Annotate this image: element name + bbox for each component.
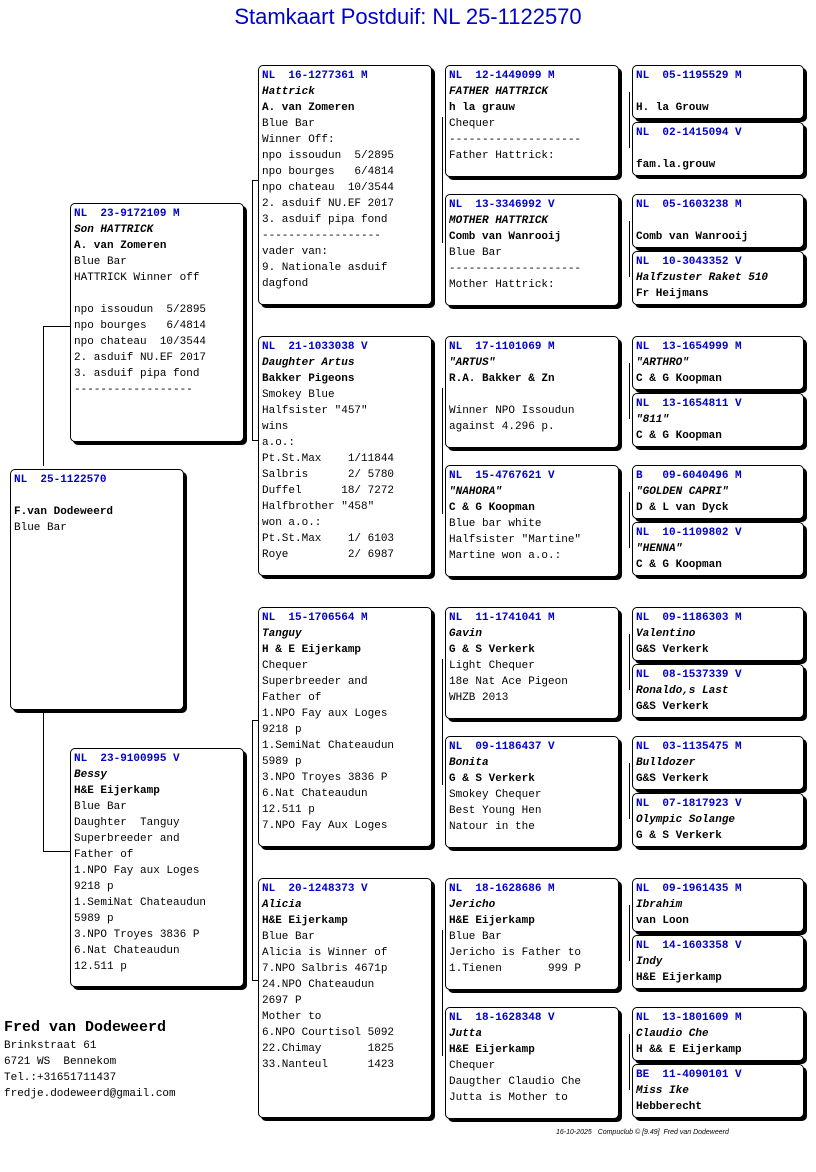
ring-number: NL 13-3346992 V <box>449 199 555 211</box>
info-line: Martine won a.o.: <box>449 550 562 562</box>
info-line: 9218 p <box>74 881 114 893</box>
pigeon-card-g16 <box>632 1064 804 1118</box>
breeder-name: H&E Eijerkamp <box>449 915 535 927</box>
pigeon-name: "NAHORA" <box>449 486 502 498</box>
info-line: Daugther Claudio Che <box>449 1076 582 1088</box>
info-line: 3.NPO Troyes 3836 P <box>74 929 200 941</box>
breeder-name: G & S Verkerk <box>449 773 535 785</box>
info-line: 1.Tienen 999 P <box>449 963 582 975</box>
connector-line <box>43 326 70 327</box>
info-line: 7.NPO Salbris 4671p <box>262 963 388 975</box>
pigeon-name: Bulldozer <box>636 757 696 769</box>
breeder-name: van Loon <box>636 915 689 927</box>
owner-email: fredje.dodeweerd@gmail.com <box>4 1088 176 1100</box>
info-line: 6.Nat Chateaudun <box>74 945 180 957</box>
pigeon-name: Claudio Che <box>636 1028 709 1040</box>
connector-line <box>43 326 44 466</box>
info-line <box>636 84 800 100</box>
info-line: ------------------ <box>262 230 381 242</box>
info-line: Pt.St.Max 1/ 6103 <box>262 533 395 545</box>
pigeon-card-dss <box>445 607 619 719</box>
info-line: Blue Bar <box>449 247 502 259</box>
connector-line <box>629 1034 630 1090</box>
breeder-name: H & E Eijerkamp <box>262 644 362 656</box>
pigeon-card-g10 <box>632 664 804 718</box>
pigeon-name: "ARTHRO" <box>636 357 689 369</box>
ring-number: NL 08-1537339 V <box>636 669 742 681</box>
owner-name: Fred van Dodeweerd <box>4 1019 167 1036</box>
breeder-name: H&E Eijerkamp <box>74 785 160 797</box>
connector-line <box>43 712 44 852</box>
ring-number: BE 11-4090101 V <box>636 1069 742 1081</box>
pigeon-name: Bonita <box>449 757 489 769</box>
ring-number: NL 18-1628348 V <box>449 1012 555 1024</box>
info-line: dagfond <box>262 278 309 290</box>
info-line: 12.511 p <box>262 804 315 816</box>
ring-number: NL 11-1741041 M <box>449 612 555 624</box>
ring-number: NL 18-1628686 M <box>449 883 555 895</box>
connector-line <box>629 634 630 690</box>
pigeon-card-g8 <box>632 522 804 576</box>
pigeon-card-dd <box>258 878 432 1118</box>
info-line <box>636 213 800 229</box>
info-line: Father of <box>262 692 322 704</box>
pigeon-card-ssd <box>445 194 619 306</box>
info-line: 33.Nanteul 1423 <box>262 1059 395 1071</box>
pigeon-name: Daughter Artus <box>262 357 355 369</box>
breeder-name: H&E Eijerkamp <box>262 915 348 927</box>
pigeon-name: Tanguy <box>262 628 302 640</box>
pigeon-name: "811" <box>636 414 670 426</box>
ring-number: NL 13-1654999 M <box>636 341 742 353</box>
info-line: Blue Bar <box>262 931 315 943</box>
info-line: 9. Nationale asduif <box>262 262 388 274</box>
info-line: 7.NPO Fay Aux Loges <box>262 820 388 832</box>
info-line: Duffel 18/ 7272 <box>262 485 395 497</box>
pigeon-name: "ARTUS" <box>449 357 496 369</box>
ring-number: NL 15-4767621 V <box>449 470 555 482</box>
pigeon-card-g6 <box>632 393 804 447</box>
info-line: 3. asduif pipa fond <box>74 368 200 380</box>
ring-number: NL 09-1961435 M <box>636 883 742 895</box>
owner-info <box>4 1018 176 1102</box>
pigeon-name: Son HATTRICK <box>74 224 154 236</box>
breeder-name: C & G Koopman <box>636 559 722 571</box>
breeder-name: H. la Grouw <box>636 102 709 114</box>
breeder-name: R.A. Bakker & Zn <box>449 373 555 385</box>
breeder-name: F.van Dodeweerd <box>14 506 114 518</box>
info-line: Blue Bar <box>262 118 315 130</box>
pigeon-name: Jericho <box>449 899 496 911</box>
ring-number: B 09-6040496 M <box>636 470 742 482</box>
info-line: Alicia is Winner of <box>262 947 388 959</box>
ring-number: NL 02-1415094 V <box>636 127 742 139</box>
owner-city: 6721 WS Bennekom <box>4 1056 117 1068</box>
ring-number: NL 20-1248373 V <box>262 883 368 895</box>
info-line: npo issoudun 5/2895 <box>74 304 207 316</box>
pigeon-name: Gavin <box>449 628 483 640</box>
info-line: Superbreeder and <box>74 833 180 845</box>
info-line: vader van: <box>262 246 329 258</box>
page-title: Stamkaart Postduif: NL 25-1122570 <box>234 4 582 29</box>
pigeon-card-subject <box>10 469 184 710</box>
info-line: -------------------- <box>449 263 582 275</box>
pigeon-card-g7 <box>632 465 804 519</box>
breeder-name: G&S Verkerk <box>636 644 709 656</box>
info-line <box>636 141 800 157</box>
pigeon-card-sdd <box>445 465 619 577</box>
pigeon-card-dsd <box>445 736 619 848</box>
ring-number: NL 09-1186437 V <box>449 741 555 753</box>
ring-number: NL 10-3043352 V <box>636 256 742 268</box>
pigeon-card-sire <box>70 203 244 442</box>
connector-line <box>629 363 630 419</box>
connector-line <box>442 659 443 785</box>
connector-line <box>43 851 70 852</box>
info-line: Salbris 2/ 5780 <box>262 469 395 481</box>
connector-line <box>442 117 443 243</box>
connector-line <box>629 221 630 277</box>
info-line: 5989 p <box>262 756 302 768</box>
ring-number: NL 07-1817923 V <box>636 798 742 810</box>
info-line: 6.NPO Courtisol 5092 <box>262 1027 395 1039</box>
info-line: Roye 2/ 6987 <box>262 549 395 561</box>
pigeon-name: FATHER HATTRICK <box>449 86 549 98</box>
ring-number: NL 21-1033038 V <box>262 341 368 353</box>
pigeon-name: Olympic Solange <box>636 814 736 826</box>
connector-line <box>629 905 630 961</box>
info-line: Jericho is Father to <box>449 947 582 959</box>
info-line: Mother Hattrick: <box>449 279 555 291</box>
info-line: 6.Nat Chateaudun <box>262 788 368 800</box>
info-line: Smokey Blue <box>262 389 335 401</box>
info-line: 3.NPO Troyes 3836 P <box>262 772 388 784</box>
pigeon-card-g3 <box>632 194 804 248</box>
info-line: 24.NPO Chateaudun <box>262 979 375 991</box>
connector-line <box>252 720 253 980</box>
breeder-name: Comb van Wanrooij <box>636 231 749 243</box>
info-line: npo bourges 6/4814 <box>74 320 207 332</box>
info-line: Halfbrother "458" <box>262 501 375 513</box>
connector-line <box>629 492 630 548</box>
ring-number: NL 05-1603238 M <box>636 199 742 211</box>
pigeon-name: Halfzuster Raket 510 <box>636 272 769 284</box>
ring-number: NL 10-1109802 V <box>636 527 742 539</box>
breeder-name: H && E Eijerkamp <box>636 1044 742 1056</box>
ring-number: NL 17-1101069 M <box>449 341 555 353</box>
pigeon-name: Bessy <box>74 769 108 781</box>
info-line: -------------------- <box>449 134 582 146</box>
connector-line <box>629 92 630 148</box>
pigeon-card-sss <box>445 65 619 177</box>
info-line: npo bourges 6/4814 <box>262 166 395 178</box>
pigeon-card-g9 <box>632 607 804 661</box>
breeder-name: G & S Verkerk <box>449 644 535 656</box>
info-line: Pt.St.Max 1/11844 <box>262 453 395 465</box>
info-line: 1.NPO Fay aux Loges <box>74 865 200 877</box>
ring-number: NL 23-9172109 M <box>74 208 180 220</box>
info-line: 22.Chimay 1825 <box>262 1043 395 1055</box>
info-line: Superbreeder and <box>262 676 368 688</box>
breeder-name: H&E Eijerkamp <box>636 972 722 984</box>
pigeon-name: Jutta <box>449 1028 483 1040</box>
connector-line <box>629 763 630 819</box>
info-line: npo chateau 10/3544 <box>262 182 395 194</box>
info-line <box>74 286 240 302</box>
ring-number: NL 03-1135475 M <box>636 741 742 753</box>
connector-line <box>442 930 443 1056</box>
pigeon-card-ds <box>258 607 432 847</box>
ring-number: NL 13-1801609 M <box>636 1012 742 1024</box>
ring-number: NL 16-1277361 M <box>262 70 368 82</box>
info-line: Chequer <box>449 118 496 130</box>
pigeon-name: "HENNA" <box>636 543 683 555</box>
info-line: Daughter Tanguy <box>74 817 180 829</box>
breeder-name: C & G Koopman <box>636 373 722 385</box>
breeder-name: fam.la.grouw <box>636 159 716 171</box>
pigeon-name: Indy <box>636 956 663 968</box>
info-line: 5989 p <box>74 913 114 925</box>
pigeon-card-g1 <box>632 65 804 119</box>
info-line: Best Young Hen <box>449 805 542 817</box>
pigeon-card-sd <box>258 336 432 576</box>
pigeon-name: Hattrick <box>262 86 315 98</box>
pigeon-name: Valentino <box>636 628 696 640</box>
info-line: 18e Nat Ace Pigeon <box>449 676 568 688</box>
breeder-name: C & G Koopman <box>449 502 535 514</box>
pigeon-name: Alicia <box>262 899 302 911</box>
info-line: 1.SemiNat Chateaudun <box>262 740 395 752</box>
info-line: Smokey Chequer <box>449 789 542 801</box>
breeder-name: G & S Verkerk <box>636 830 722 842</box>
info-line: Father of <box>74 849 134 861</box>
info-line: Blue Bar <box>14 522 67 534</box>
info-line: Chequer <box>449 1060 496 1072</box>
info-line: against 4.296 p. <box>449 421 555 433</box>
breeder-name: C & G Koopman <box>636 430 722 442</box>
info-line: Blue Bar <box>74 256 127 268</box>
ring-number: NL 09-1186303 M <box>636 612 742 624</box>
info-line: wins <box>262 421 289 433</box>
breeder-name: D & L van Dyck <box>636 502 729 514</box>
breeder-name: A. van Zomeren <box>74 240 167 252</box>
info-line: Blue bar white <box>449 518 542 530</box>
connector-line <box>442 388 443 514</box>
info-line: Mother to <box>262 1011 322 1023</box>
breeder-name: G&S Verkerk <box>636 701 709 713</box>
info-line: 9218 p <box>262 724 302 736</box>
pigeon-name: Miss Ike <box>636 1085 689 1097</box>
info-line: 1.SemiNat Chateaudun <box>74 897 207 909</box>
ring-number: NL 12-1449099 M <box>449 70 555 82</box>
pigeon-card-g13 <box>632 878 804 932</box>
info-line: WHZB 2013 <box>449 692 509 704</box>
owner-phone: Tel.:+31651711437 <box>4 1072 117 1084</box>
breeder-name: Hebberecht <box>636 1101 703 1113</box>
info-line <box>449 387 615 403</box>
pigeon-card-g2 <box>632 122 804 176</box>
info-line: HATTRICK Winner off <box>74 272 200 284</box>
pigeon-card-g15 <box>632 1007 804 1061</box>
pigeon-name: "GOLDEN CAPRI" <box>636 486 729 498</box>
info-line: ------------------ <box>74 384 193 396</box>
pigeon-card-ddd <box>445 1007 619 1119</box>
breeder-name: Fr Heijmans <box>636 288 709 300</box>
footer-credit: 16-10-2025 Compuclub © [9.49] Fred van Dodeweerd <box>556 1129 729 1136</box>
info-line: Winner NPO Issoudun <box>449 405 575 417</box>
breeder-name: Comb van Wanrooij <box>449 231 562 243</box>
info-line: won a.o.: <box>262 517 322 529</box>
connector-line <box>252 180 253 440</box>
info-line: Halfsister "457" <box>262 405 368 417</box>
ring-number: NL 25-1122570 <box>14 474 107 486</box>
pigeon-card-dam <box>70 748 244 987</box>
info-line: Blue Bar <box>74 801 127 813</box>
info-line: Jutta is Mother to <box>449 1092 568 1104</box>
ring-number: NL 13-1654811 V <box>636 398 742 410</box>
info-line: Light Chequer <box>449 660 535 672</box>
info-line: 12.511 p <box>74 961 127 973</box>
ring-number: NL 14-1603358 V <box>636 940 742 952</box>
info-line: 2697 P <box>262 995 302 1007</box>
info-line: Winner Off: <box>262 134 335 146</box>
pigeon-name: MOTHER HATTRICK <box>449 215 549 227</box>
breeder-name: h la grauw <box>449 102 516 114</box>
pigeon-name: Ibrahim <box>636 899 683 911</box>
pigeon-card-g11 <box>632 736 804 790</box>
info-line: 2. asduif NU.EF 2017 <box>262 198 395 210</box>
info-line: npo issoudun 5/2895 <box>262 150 395 162</box>
pigeon-name: Ronaldo,s Last <box>636 685 729 697</box>
pigeon-card-g14 <box>632 935 804 989</box>
info-line: 2. asduif NU.EF 2017 <box>74 352 207 364</box>
pigeon-card-ss <box>258 65 432 305</box>
breeder-name: G&S Verkerk <box>636 773 709 785</box>
info-line: Halfsister "Martine" <box>449 534 582 546</box>
info-line <box>14 488 180 504</box>
info-line: Blue Bar <box>449 931 502 943</box>
breeder-name: H&E Eijerkamp <box>449 1044 535 1056</box>
info-line: Natour in the <box>449 821 535 833</box>
pigeon-card-g12 <box>632 793 804 847</box>
breeder-name: Bakker Pigeons <box>262 373 355 385</box>
pigeon-card-g4 <box>632 251 804 305</box>
info-line: Chequer <box>262 660 309 672</box>
info-line: 1.NPO Fay aux Loges <box>262 708 388 720</box>
breeder-name: A. van Zomeren <box>262 102 355 114</box>
info-line: 3. asduif pipa fond <box>262 214 388 226</box>
pigeon-card-g5 <box>632 336 804 390</box>
ring-number: NL 05-1195529 M <box>636 70 742 82</box>
ring-number: NL 23-9100995 V <box>74 753 180 765</box>
ring-number: NL 15-1706564 M <box>262 612 368 624</box>
info-line: Father Hattrick: <box>449 150 555 162</box>
pigeon-card-dds <box>445 878 619 990</box>
info-line: a.o.: <box>262 437 296 449</box>
info-line: npo chateau 10/3544 <box>74 336 207 348</box>
pigeon-card-sds <box>445 336 619 448</box>
owner-street: Brinkstraat 61 <box>4 1040 97 1052</box>
